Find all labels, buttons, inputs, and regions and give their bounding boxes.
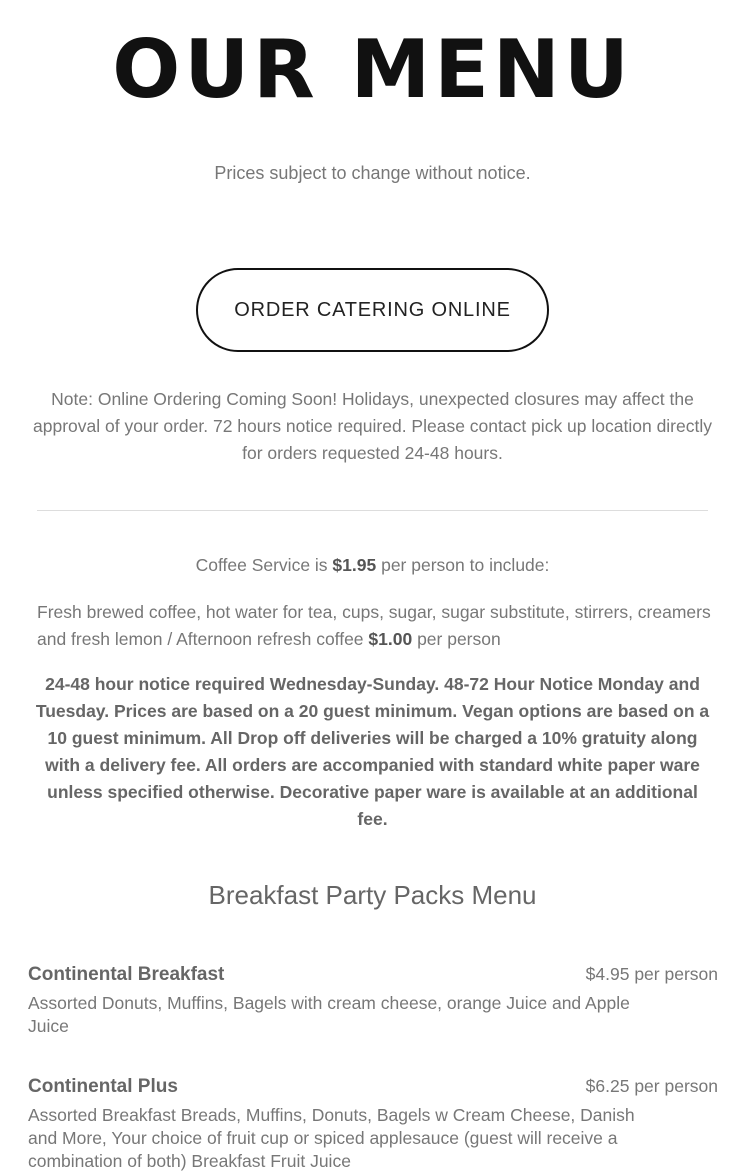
coffee-service-line [0, 555, 745, 576]
coffee-service-details [37, 599, 717, 653]
coffee-service-prefix: Coffee Service is [195, 555, 333, 575]
afternoon-refresh-price: $1.00 [368, 629, 413, 649]
menu-item-description: Assorted Breakfast Breads, Muffins, Donuts, Bagels w Cream Cheese, Danish and More, Your choice of fruit cup or spiced applesauce (guest will receive a combination of both) Breakfast Fruit Juice [28, 1105, 635, 1171]
menu-item-name: Continental Breakfast [28, 964, 225, 985]
order-catering-label: ORDER CATERING ONLINE [234, 298, 511, 321]
menu-item-description: Assorted Donuts, Muffins, Bagels with cream cheese, orange Juice and Apple Juice [28, 993, 630, 1036]
menu-item-name: Continental Plus [28, 1076, 178, 1097]
section-heading-breakfast: Breakfast Party Packs Menu [208, 880, 537, 910]
page-title: OUR MENU [112, 23, 633, 116]
divider [37, 510, 708, 511]
coffee-service-price: $1.95 [332, 555, 377, 575]
catering-terms: 24-48 hour notice required Wednesday-Sunday. 48-72 Hour Notice Monday and Tuesday. Prices are based on a 20 guest minimum. Vegan options are based on a 10 guest minimum. All Drop off deliveries will be charged a 10% gratuity along with a delivery fee. All orders are accompanied with standard white paper ware unless specified otherwise. Decorative paper ware is available at an additional fee. [35, 674, 710, 829]
coffee-service-suffix: per person to include: [376, 555, 550, 575]
afternoon-refresh-suffix: per person [412, 629, 501, 649]
menu-item-price: $6.25 per person [585, 1076, 718, 1096]
menu-item-price: $4.95 per person [585, 964, 718, 984]
order-catering-button[interactable] [196, 268, 549, 352]
price-disclaimer: Prices subject to change without notice. [214, 163, 531, 183]
ordering-note: Note: Online Ordering Coming Soon! Holidays, unexpected closures may affect the approval of your order. 72 hours notice required. Please contact pick up location directly for orders requested 24-48 hours. [33, 389, 712, 463]
menu-item [28, 964, 718, 1038]
coffee-details-text: Fresh brewed coffee, hot water for tea, cups, sugar, sugar substitute, stirrers, creamers and fresh lemon / Afternoon refresh coffee [37, 602, 711, 649]
menu-item [28, 1076, 718, 1173]
